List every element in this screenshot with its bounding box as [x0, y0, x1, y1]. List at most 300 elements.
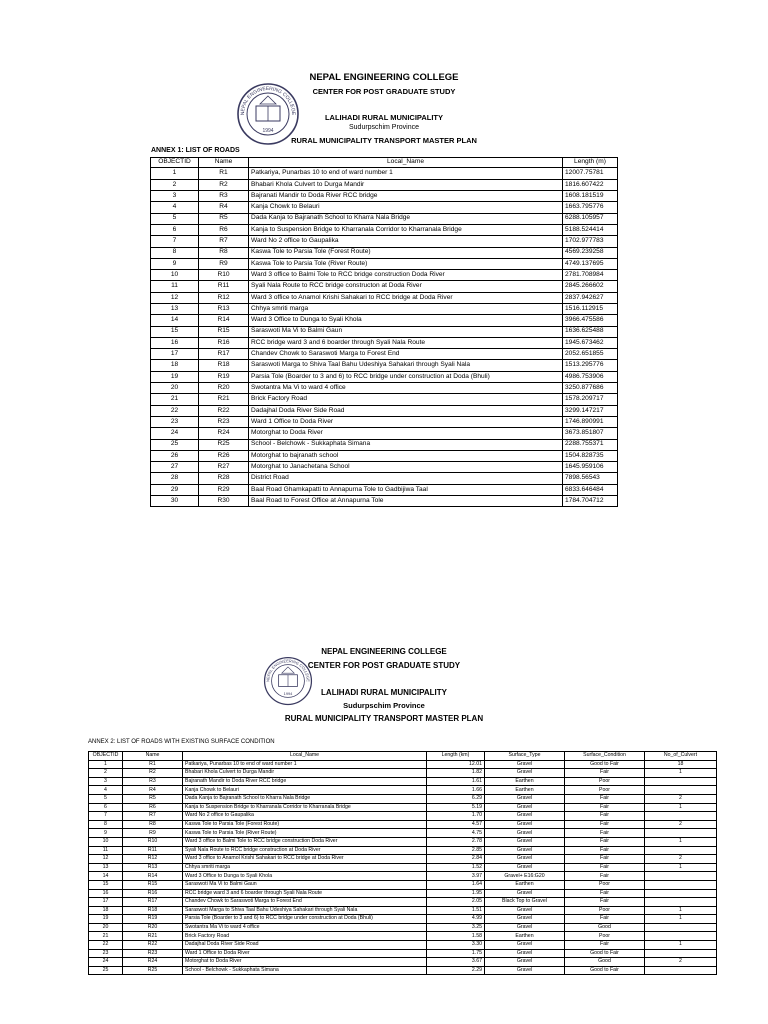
name-cell: R25: [123, 966, 183, 975]
surface-type-cell: Gravel: [485, 949, 565, 958]
name-cell: R1: [199, 168, 249, 179]
table-row: [89, 915, 717, 924]
objectid-cell: 28: [151, 473, 199, 484]
center-title: CENTER FOR POST GRADUATE STUDY: [307, 661, 461, 670]
name-cell: R23: [199, 416, 249, 427]
objectid-cell: 20: [151, 383, 199, 394]
length-cell: 1636.625488: [563, 326, 618, 337]
table-row: [89, 923, 717, 932]
name-cell: R21: [123, 932, 183, 941]
objectid-cell: 15: [89, 880, 123, 889]
surface-condition-cell: Fair: [565, 846, 645, 855]
local-name-cell: District Road: [249, 473, 563, 484]
surface-type-cell: Gravel: [485, 855, 565, 864]
objectid-cell: 21: [151, 394, 199, 405]
logo-year: 1994: [283, 691, 293, 697]
surface-type-cell: Gravel: [485, 923, 565, 932]
table-header-row: [151, 158, 618, 168]
local-name-cell: Kanja Chowk to Belauri: [183, 786, 427, 795]
table-row: [89, 958, 717, 967]
objectid-cell: 17: [151, 349, 199, 360]
table-row: [89, 794, 717, 803]
column-header: Surface_Condition: [565, 752, 645, 761]
culvert-count-cell: [645, 889, 717, 898]
culvert-count-cell: [645, 898, 717, 907]
table-row: [89, 898, 717, 907]
name-cell: R18: [123, 906, 183, 915]
name-cell: R12: [199, 292, 249, 303]
local-name-cell: Brick Factory Road: [249, 394, 563, 405]
local-name-cell: Patkariya, Punarbas 10 to end of ward number 1: [183, 760, 427, 769]
length-cell: 1663.795776: [563, 202, 618, 213]
surface-type-cell: Gravel: [485, 769, 565, 778]
length-cell: 2845.266602: [563, 281, 618, 292]
name-cell: R11: [123, 846, 183, 855]
objectid-cell: 30: [151, 496, 199, 507]
name-cell: R2: [199, 179, 249, 190]
objectid-cell: 1: [151, 168, 199, 179]
local-name-cell: Motorghat to Doda River: [249, 428, 563, 439]
local-name-cell: Baal Road to Forest Office at Annapurna Tole: [249, 496, 563, 507]
objectid-cell: 23: [89, 949, 123, 958]
name-cell: R3: [123, 777, 183, 786]
objectid-cell: 14: [89, 872, 123, 881]
surface-type-cell: Gravel: [485, 941, 565, 950]
local-name-cell: Swotantra Ma Vi to ward 4 office: [183, 923, 427, 932]
length-cell: 1504.828735: [563, 450, 618, 461]
culvert-count-cell: [645, 949, 717, 958]
length-cell: 1945.673462: [563, 337, 618, 348]
surface-condition-cell: Fair: [565, 941, 645, 950]
table-row: [89, 966, 717, 975]
surface-type-cell: Gravel: [485, 760, 565, 769]
logo-text: NEPAL ENGINEERING COLLEGE: [239, 85, 297, 116]
length-cell: 2052.651855: [563, 349, 618, 360]
length-cell: 1.64: [427, 880, 485, 889]
table-row: [89, 889, 717, 898]
objectid-cell: 18: [151, 360, 199, 371]
length-cell: 1516.112915: [563, 304, 618, 315]
table-row: [151, 270, 618, 281]
local-name-cell: Dada Kanja to Bajranath School to Kharra Nala Bridge: [249, 213, 563, 224]
table-row: [151, 236, 618, 247]
surface-type-cell: Earthen: [485, 932, 565, 941]
length-cell: 4986.753906: [563, 371, 618, 382]
surface-type-cell: Earthen: [485, 880, 565, 889]
table-row: [89, 855, 717, 864]
length-cell: 1608.181519: [563, 191, 618, 202]
length-cell: 12007.75781: [563, 168, 618, 179]
table-row: [151, 439, 618, 450]
length-cell: 3966.475586: [563, 315, 618, 326]
length-cell: 4.75: [427, 829, 485, 838]
objectid-cell: 23: [151, 416, 199, 427]
local-name-cell: Ward 3 office to Anamol Krishi Sahakari to RCC bridge at Doda River: [249, 292, 563, 303]
culvert-count-cell: [645, 777, 717, 786]
objectid-cell: 2: [89, 769, 123, 778]
culvert-count-cell: 1: [645, 915, 717, 924]
table-row: [89, 880, 717, 889]
length-cell: 1816.607422: [563, 179, 618, 190]
local-name-cell: Ward 3 office to Balmi Tole to RCC bridge construction Doda River: [249, 270, 563, 281]
length-cell: 4.99: [427, 915, 485, 924]
length-cell: 1578.209717: [563, 394, 618, 405]
surface-condition-cell: Poor: [565, 932, 645, 941]
culvert-count-cell: 1: [645, 906, 717, 915]
surface-condition-cell: Fair: [565, 898, 645, 907]
surface-type-cell: Gravel: [485, 820, 565, 829]
local-name-cell: Bhabari Khola Culvert to Durga Mandir: [249, 179, 563, 190]
local-name-cell: Syali Nala Route to RCC bridge construction at Doda River: [183, 846, 427, 855]
objectid-cell: 13: [89, 863, 123, 872]
length-cell: 5188.524414: [563, 224, 618, 235]
length-cell: 2288.755371: [563, 439, 618, 450]
column-header: Surface_Type: [485, 752, 565, 761]
name-cell: R15: [123, 880, 183, 889]
surface-condition-cell: Fair: [565, 820, 645, 829]
name-cell: R4: [199, 202, 249, 213]
table-row: [151, 496, 618, 507]
column-header: Length (km): [427, 752, 485, 761]
length-cell: 3.25: [427, 923, 485, 932]
objectid-cell: 22: [151, 405, 199, 416]
name-cell: R24: [123, 958, 183, 967]
surface-condition-cell: Fair: [565, 812, 645, 821]
table-row: [89, 932, 717, 941]
surface-type-cell: Gravel: [485, 906, 565, 915]
objectid-cell: 4: [151, 202, 199, 213]
table-row: [151, 191, 618, 202]
length-cell: 6833.646484: [563, 484, 618, 495]
name-cell: R28: [199, 473, 249, 484]
name-cell: R8: [123, 820, 183, 829]
table-row: [151, 416, 618, 427]
local-name-cell: Chhya smriti marga: [183, 863, 427, 872]
surface-condition-cell: Fair: [565, 855, 645, 864]
local-name-cell: School - Belchowk - Sukkaphata Simana: [249, 439, 563, 450]
surface-type-cell: Earthen: [485, 777, 565, 786]
length-cell: 3.67: [427, 958, 485, 967]
objectid-cell: 11: [89, 846, 123, 855]
objectid-cell: 25: [89, 966, 123, 975]
name-cell: R14: [123, 872, 183, 881]
name-cell: R6: [199, 224, 249, 235]
length-cell: 2.05: [427, 898, 485, 907]
name-cell: R13: [199, 304, 249, 315]
table-row: [89, 820, 717, 829]
culvert-count-cell: 1: [645, 941, 717, 950]
length-cell: 3.30: [427, 941, 485, 950]
plan-title: RURAL MUNICIPALITY TRANSPORT MASTER PLAN: [291, 136, 477, 145]
table-row: [151, 462, 618, 473]
local-name-cell: Motorghat to Janachetana School: [249, 462, 563, 473]
length-cell: 2.84: [427, 855, 485, 864]
objectid-cell: 22: [89, 941, 123, 950]
length-cell: 1.66: [427, 786, 485, 795]
surface-type-cell: Gravel: [485, 846, 565, 855]
length-cell: 3250.877686: [563, 383, 618, 394]
column-header: OBJECTID: [151, 158, 199, 168]
logo-text: NEPAL ENGINEERING COLLEGE: [265, 658, 311, 682]
objectid-cell: 14: [151, 315, 199, 326]
surface-type-cell: Gravel: [485, 829, 565, 838]
objectid-cell: 3: [89, 777, 123, 786]
local-name-cell: Ward 3 office to Anamol Krishi Sahakari to RCC bridge at Doda River: [183, 855, 427, 864]
objectid-cell: 27: [151, 462, 199, 473]
municipality-title: LALIHADI RURAL MUNICIPALITY: [321, 688, 447, 697]
name-cell: R22: [123, 941, 183, 950]
objectid-cell: 4: [89, 786, 123, 795]
table-row: [151, 304, 618, 315]
table-row: [151, 168, 618, 179]
table-row: [89, 872, 717, 881]
name-cell: R15: [199, 326, 249, 337]
objectid-cell: 8: [151, 247, 199, 258]
culvert-count-cell: [645, 932, 717, 941]
name-cell: R9: [123, 829, 183, 838]
table-row: [89, 769, 717, 778]
name-cell: R13: [123, 863, 183, 872]
local-name-cell: Motorghat to Doda River: [183, 958, 427, 967]
table-row: [151, 383, 618, 394]
local-name-cell: Ward 1 Office to Doda River: [249, 416, 563, 427]
name-cell: R22: [199, 405, 249, 416]
objectid-cell: 9: [151, 258, 199, 269]
surface-type-cell: Gravel: [485, 863, 565, 872]
length-cell: 2.29: [427, 966, 485, 975]
local-name-cell: Ward 3 office to Balmi Tole to RCC bridge construction Doda River: [183, 837, 427, 846]
table-row: [151, 405, 618, 416]
surface-type-cell: Gravel: [485, 958, 565, 967]
surface-condition-cell: Fair: [565, 794, 645, 803]
local-name-cell: Kanja to Suspension Bridge to Kharranala Corridor to Kharranala Bridge: [249, 224, 563, 235]
name-cell: R26: [199, 450, 249, 461]
table-row: [151, 326, 618, 337]
length-cell: 3.97: [427, 872, 485, 881]
surface-condition-cell: Good to Fair: [565, 949, 645, 958]
local-name-cell: Swotantra Ma Vi to ward 4 office: [249, 383, 563, 394]
objectid-cell: 15: [151, 326, 199, 337]
surface-condition-cell: Fair: [565, 915, 645, 924]
objectid-cell: 6: [151, 224, 199, 235]
culvert-count-cell: [645, 786, 717, 795]
name-cell: R2: [123, 769, 183, 778]
table-row: [151, 247, 618, 258]
college-title: NEPAL ENGINEERING COLLEGE: [309, 72, 459, 83]
surface-condition-cell: Fair: [565, 889, 645, 898]
name-cell: R21: [199, 394, 249, 405]
table-row: [151, 428, 618, 439]
surface-condition-cell: Poor: [565, 880, 645, 889]
objectid-cell: 24: [151, 428, 199, 439]
local-name-cell: Saraswoti Ma Vi to Balmi Gaun: [249, 326, 563, 337]
name-cell: R5: [199, 213, 249, 224]
local-name-cell: Bhabari Khola Culvert to Durga Mandir: [183, 769, 427, 778]
name-cell: R25: [199, 439, 249, 450]
objectid-cell: 19: [151, 371, 199, 382]
surface-condition-cell: Fair: [565, 829, 645, 838]
length-cell: 1645.959106: [563, 462, 618, 473]
local-name-cell: Parsia Tole (Boarder to 3 and 6) to RCC bridge under construction at Doda (Bhuli): [183, 915, 427, 924]
table-row: [89, 786, 717, 795]
name-cell: R12: [123, 855, 183, 864]
local-name-cell: Patkariya, Punarbas 10 to end of ward number 1: [249, 168, 563, 179]
name-cell: R18: [199, 360, 249, 371]
objectid-cell: 16: [89, 889, 123, 898]
center-title: CENTER FOR POST GRADUATE STUDY: [312, 87, 456, 96]
table-row: [89, 846, 717, 855]
name-cell: R14: [199, 315, 249, 326]
table-row: [89, 760, 717, 769]
surface-type-cell: Black Top to Gravel: [485, 898, 565, 907]
column-header: Local_Name: [183, 752, 427, 761]
length-cell: 1513.295776: [563, 360, 618, 371]
objectid-cell: 10: [151, 270, 199, 281]
objectid-cell: 17: [89, 898, 123, 907]
name-cell: R7: [123, 812, 183, 821]
table-row: [89, 829, 717, 838]
objectid-cell: 5: [151, 213, 199, 224]
surface-condition-cell: Fair: [565, 769, 645, 778]
length-cell: 3299.147217: [563, 405, 618, 416]
length-cell: 1702.977783: [563, 236, 618, 247]
culvert-count-cell: [645, 880, 717, 889]
surface-type-cell: Gravel: [485, 794, 565, 803]
table-row: [151, 258, 618, 269]
local-name-cell: Ward 1 Office to Doda River: [183, 949, 427, 958]
length-cell: 4.57: [427, 820, 485, 829]
name-cell: R16: [123, 889, 183, 898]
surface-condition-cell: Poor: [565, 906, 645, 915]
column-header: No_of_Culvert: [645, 752, 717, 761]
length-cell: 2781.708984: [563, 270, 618, 281]
local-name-cell: Syali Nala Route to RCC bridge constructon at Doda River: [249, 281, 563, 292]
name-cell: R8: [199, 247, 249, 258]
local-name-cell: Parsia Tole (Boarder to 3 and 6) to RCC bridge under construction at Doda (Bhuli): [249, 371, 563, 382]
name-cell: R10: [123, 837, 183, 846]
length-cell: 7898.56543: [563, 473, 618, 484]
objectid-cell: 16: [151, 337, 199, 348]
name-cell: R29: [199, 484, 249, 495]
local-name-cell: Chandev Chowk to Saraswoti Marga to Forest End: [183, 898, 427, 907]
local-name-cell: Kaswa Tole to Parsia Tole (Forest Route): [249, 247, 563, 258]
table-row: [151, 281, 618, 292]
table-row: [151, 360, 618, 371]
name-cell: R19: [199, 371, 249, 382]
local-name-cell: Kaswa Tole to Parsia Tole (Forest Route): [183, 820, 427, 829]
province-title: Sudurpschim Province: [348, 124, 420, 131]
column-header: Name: [199, 158, 249, 168]
local-name-cell: Saraswoti Marga to Shiva Taal Bahu Udeshiya Sahakari through Syali Nala: [249, 360, 563, 371]
objectid-cell: 1: [89, 760, 123, 769]
surface-type-cell: Gravel: [485, 915, 565, 924]
length-cell: 1.58: [427, 932, 485, 941]
objectid-cell: 19: [89, 915, 123, 924]
objectid-cell: 9: [89, 829, 123, 838]
table-row: [89, 777, 717, 786]
local-name-cell: Ward 3 Office to Dunga to Syali Khola: [183, 872, 427, 881]
table-row: [151, 315, 618, 326]
surface-type-cell: Gravel+ E16:G20: [485, 872, 565, 881]
culvert-count-cell: 1: [645, 863, 717, 872]
name-cell: R20: [199, 383, 249, 394]
table-row: [151, 213, 618, 224]
local-name-cell: Bajranati Mandir to Doda River RCC bridge: [249, 191, 563, 202]
objectid-cell: 20: [89, 923, 123, 932]
local-name-cell: Ward No 2 office to Gaupalika: [249, 236, 563, 247]
objectid-cell: 12: [151, 292, 199, 303]
culvert-count-cell: 2: [645, 958, 717, 967]
surface-type-cell: Gravel: [485, 803, 565, 812]
roads-table: [150, 157, 618, 507]
surface-condition-cell: Fair: [565, 863, 645, 872]
local-name-cell: Dada Kanja to Bajranath School to Kharra Nala Bridge: [183, 794, 427, 803]
surface-condition-cell: Good: [565, 923, 645, 932]
objectid-cell: 18: [89, 906, 123, 915]
province-title: Sudurpschim Province: [343, 701, 425, 710]
plan-title: RURAL MUNICIPALITY TRANSPORT MASTER PLAN: [284, 714, 484, 723]
objectid-cell: 7: [89, 812, 123, 821]
name-cell: R10: [199, 270, 249, 281]
objectid-cell: 7: [151, 236, 199, 247]
surface-condition-cell: Good: [565, 958, 645, 967]
length-cell: 2.78: [427, 837, 485, 846]
length-cell: 6.29: [427, 794, 485, 803]
culvert-count-cell: [645, 829, 717, 838]
table-row: [151, 450, 618, 461]
length-cell: 5.19: [427, 803, 485, 812]
local-name-cell: School - Belchowk - Sukkaphata Simana: [183, 966, 427, 975]
table-row: [89, 812, 717, 821]
culvert-count-cell: 2: [645, 794, 717, 803]
column-header: Local_Name: [249, 158, 563, 168]
local-name-cell: Dadajhal Doda River Side Road: [249, 405, 563, 416]
local-name-cell: Kaswa Tole to Parsia Tole (River Route): [183, 829, 427, 838]
length-cell: 1.75: [427, 949, 485, 958]
length-cell: 1.70: [427, 812, 485, 821]
local-name-cell: Saraswoti Ma Vi to Balmi Gaun: [183, 880, 427, 889]
annex-2-title: ANNEX 2: LIST OF ROADS WITH EXISTING SURFACE CONDITION: [88, 739, 275, 745]
table-row: [151, 292, 618, 303]
surface-condition-cell: Poor: [565, 786, 645, 795]
local-name-cell: Kanja to Suspension Bridge to Kharranala Corridor to Kharranala Bridge: [183, 803, 427, 812]
objectid-cell: 3: [151, 191, 199, 202]
objectid-cell: 5: [89, 794, 123, 803]
name-cell: R19: [123, 915, 183, 924]
local-name-cell: Ward No 2 office to Gaupalika: [183, 812, 427, 821]
culvert-count-cell: 1: [645, 769, 717, 778]
surface-type-cell: Gravel: [485, 889, 565, 898]
name-cell: R27: [199, 462, 249, 473]
name-cell: R9: [199, 258, 249, 269]
objectid-cell: 29: [151, 484, 199, 495]
college-title: NEPAL ENGINEERING COLLEGE: [321, 647, 447, 656]
name-cell: R30: [199, 496, 249, 507]
length-cell: 1.61: [427, 777, 485, 786]
surface-condition-cell: Good to Fair: [565, 966, 645, 975]
surface-condition-cell: Good to Fair: [565, 760, 645, 769]
municipality-title: LALIHADI RURAL MUNICIPALITY: [324, 113, 444, 122]
table-row: [151, 394, 618, 405]
table-row: [151, 349, 618, 360]
objectid-cell: 26: [151, 450, 199, 461]
logo-year: 1994: [262, 128, 274, 134]
name-cell: R4: [123, 786, 183, 795]
objectid-cell: 13: [151, 304, 199, 315]
table-row: [151, 224, 618, 235]
length-cell: 1.51: [427, 906, 485, 915]
column-header: Name: [123, 752, 183, 761]
